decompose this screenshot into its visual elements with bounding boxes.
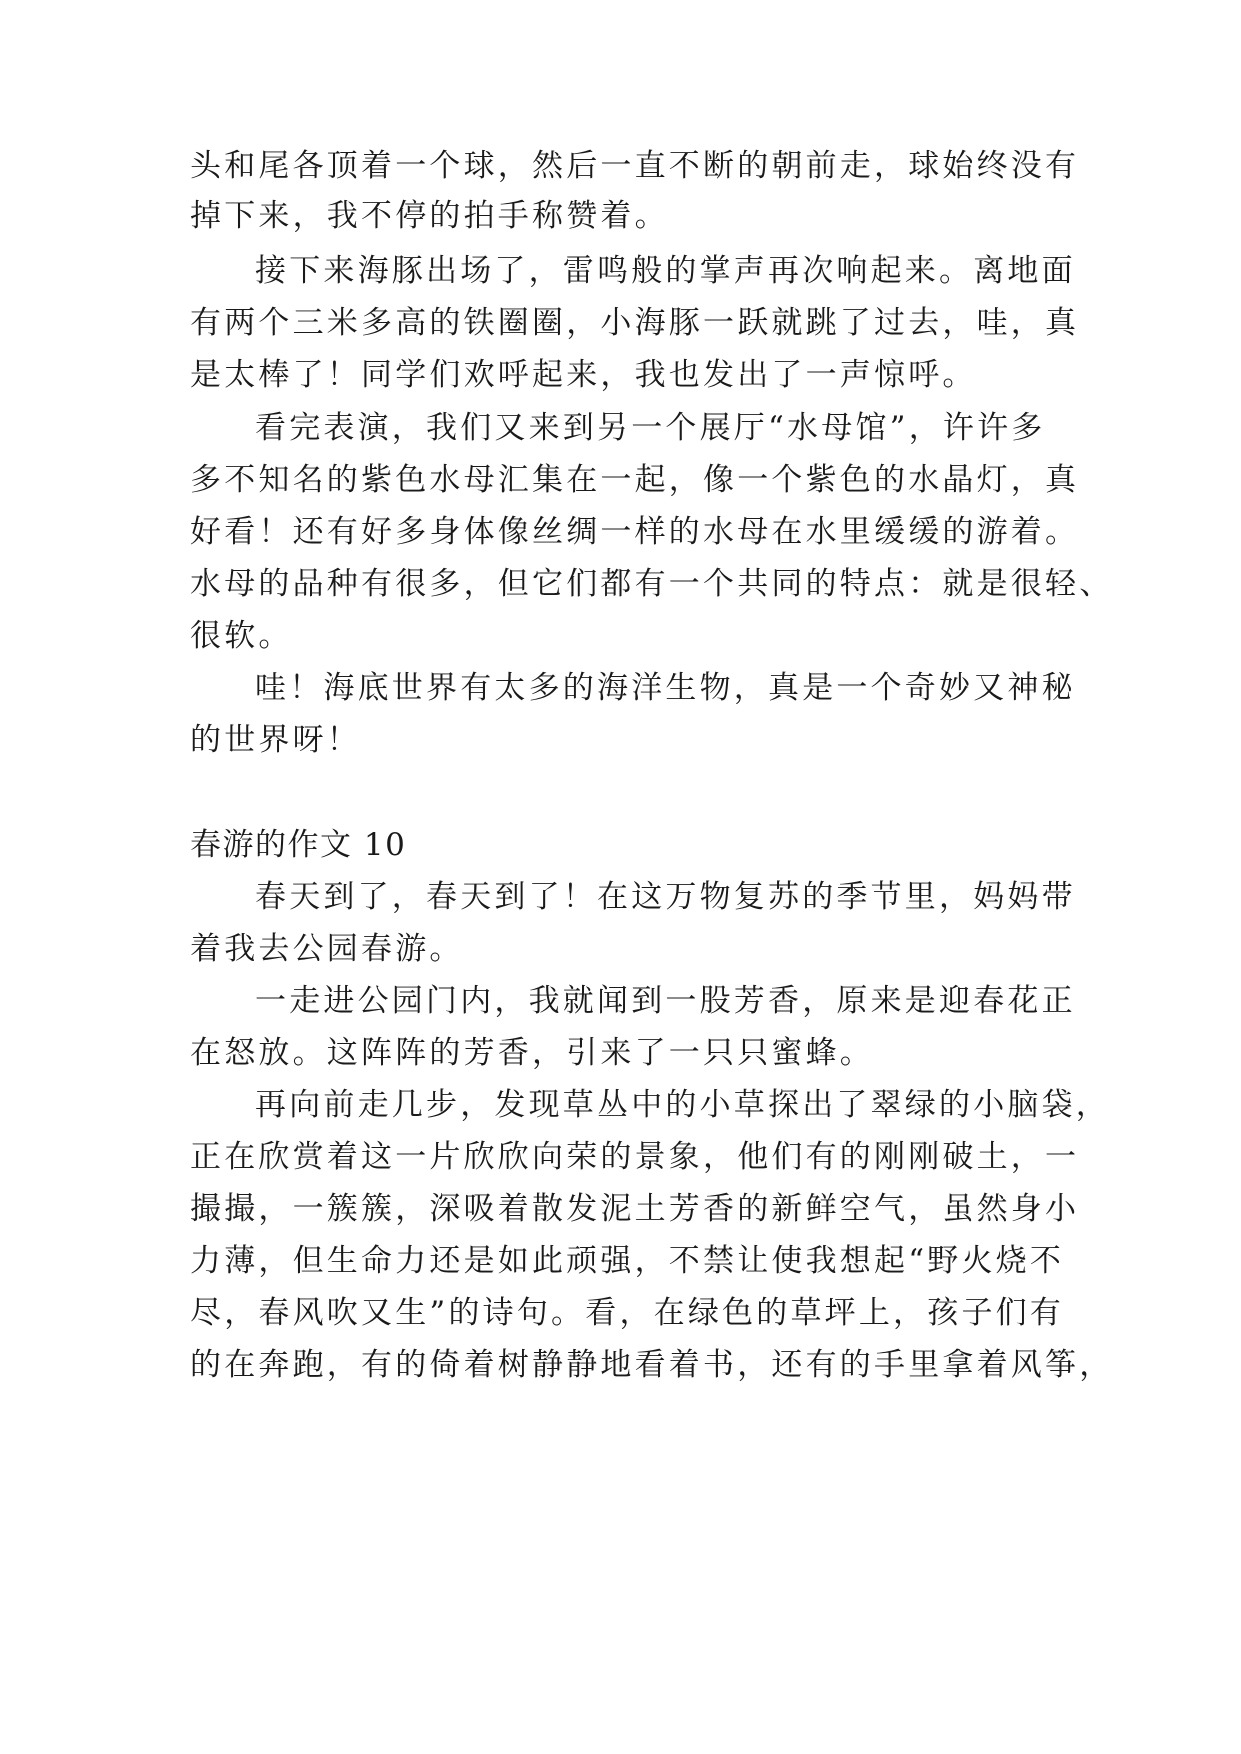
paragraph-line: 哇！海底世界有太多的海洋生物，真是一个奇妙又神秘: [255, 670, 1076, 706]
paragraph-line: 好看！还有好多身体像丝绸一样的水母在水里缓缓的游着。: [190, 514, 1080, 550]
paragraph-line: 着我去公园春游。: [190, 931, 464, 967]
paragraph-line: 很软。: [190, 618, 293, 654]
paragraph-line: 接下来海豚出场了，雷鸣般的掌声再次响起来。离地面: [255, 253, 1076, 289]
paragraph-line: 的在奔跑，有的倚着树静静地看着书，还有的手里拿着风筝，: [190, 1347, 1114, 1383]
section-heading: 春游的作文 10: [190, 827, 407, 863]
paragraph-line: 是太棒了！同学们欢呼起来，我也发出了一声惊呼。: [190, 357, 977, 393]
paragraph-line: 再向前走几步，发现草丛中的小草探出了翠绿的小脑袋，: [255, 1087, 1110, 1123]
paragraph-line: 撮撮，一簇簇，深吸着散发泥土芳香的新鲜空气，虽然身小: [190, 1191, 1080, 1227]
paragraph-line: 的世界呀！: [190, 722, 361, 758]
paragraph-line: 水母的品种有很多，但它们都有一个共同的特点：就是很轻、: [190, 566, 1114, 602]
paragraph-line: 看完表演，我们又来到另一个展厅“水母馆”，许许多: [255, 410, 1046, 446]
paragraph-line: 尽，春风吹又生”的诗句。看，在绿色的草坪上，孩子们有: [190, 1295, 1065, 1331]
paragraph-line: 多不知名的紫色水母汇集在一起，像一个紫色的水晶灯，真: [190, 462, 1080, 498]
paragraph-line: 力薄，但生命力还是如此顽强，不禁让使我想起“野火烧不: [190, 1243, 1065, 1279]
paragraph-line: 头和尾各顶着一个球，然后一直不断的朝前走，球始终没有: [190, 148, 1080, 184]
paragraph-line: 春天到了，春天到了！在这万物复苏的季节里，妈妈带: [255, 879, 1076, 915]
paragraph-line: 正在欣赏着这一片欣欣向荣的景象，他们有的刚刚破土，一: [190, 1139, 1080, 1175]
paragraph-line: 有两个三米多高的铁圈圈，小海豚一跃就跳了过去，哇，真: [190, 305, 1080, 341]
paragraph-line: 一走进公园门内，我就闻到一股芳香，原来是迎春花正: [255, 983, 1076, 1019]
paragraph-line: 在怒放。这阵阵的芳香，引来了一只只蜜蜂。: [190, 1035, 874, 1071]
paragraph-line: 掉下来，我不停的拍手称赞着。: [190, 198, 669, 234]
